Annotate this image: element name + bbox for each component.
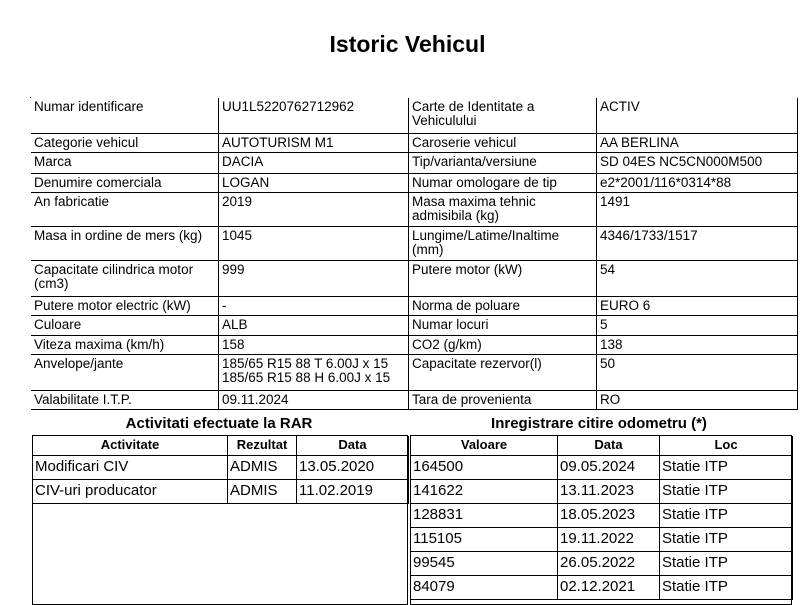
- spec-label-right: Putere motor (kW): [409, 261, 597, 297]
- spec-label-right: Tara de provenienta: [409, 391, 597, 410]
- spec-value-right: 5: [597, 316, 798, 336]
- spec-label-left: Categorie vehicul: [31, 134, 219, 153]
- spec-value-right: 54: [597, 261, 798, 297]
- spec-label-right: Norma de poluare: [409, 297, 597, 316]
- spec-label-left: Culoare: [31, 316, 219, 336]
- spec-value-left: -: [219, 297, 409, 316]
- spec-value-left: 185/65 R15 88 T 6.00J x 15 185/65 R15 88 H 6.00J x 15: [219, 355, 409, 391]
- rar-activities-table: [32, 435, 408, 605]
- spec-label-left: Valabilitate I.T.P.: [31, 391, 219, 410]
- spec-value-left: 09.11.2024: [219, 391, 409, 410]
- rar-header-data: Data: [297, 436, 409, 456]
- spec-label-right: Masa maxima tehnic admisibila (kg): [409, 193, 597, 227]
- rar-header-activitate: Activitate: [33, 436, 228, 456]
- spec-value-right: ACTIV: [597, 98, 798, 134]
- spec-label-right: Caroserie vehicul: [409, 134, 597, 153]
- odo-row-cell: Statie ITP: [660, 552, 793, 576]
- spec-label-left: Masa in ordine de mers (kg): [31, 227, 219, 261]
- odo-header-valoare: Valoare: [411, 436, 558, 456]
- spec-label-left: Denumire comerciala: [31, 174, 219, 193]
- rar-header-rezultat: Rezultat: [228, 436, 297, 456]
- spec-value-right: e2*2001/116*0314*88: [597, 174, 798, 193]
- spec-value-left: UU1L5220762712962: [219, 98, 409, 134]
- odo-row-cell: 13.11.2023: [558, 480, 660, 504]
- spec-value-right: RO: [597, 391, 798, 410]
- odo-row-cell: 02.12.2021: [558, 576, 660, 600]
- spec-label-left: Marca: [31, 153, 219, 174]
- odo-header-loc: Loc: [660, 436, 793, 456]
- spec-label-right: Tip/varianta/versiune: [409, 153, 597, 174]
- rar-row-cell: ADMIS: [228, 456, 297, 480]
- spec-value-left: 1045: [219, 227, 409, 261]
- spec-label-right: CO2 (g/km): [409, 336, 597, 355]
- spec-label-right: Carte de Identitate a Vehiculului: [409, 98, 597, 134]
- spec-value-right: 138: [597, 336, 798, 355]
- spec-value-right: EURO 6: [597, 297, 798, 316]
- spec-value-right: SD 04ES NC5CN000M500: [597, 153, 798, 174]
- spec-value-left: 999: [219, 261, 409, 297]
- spec-label-right: Lungime/Latime/Inaltime (mm): [409, 227, 597, 261]
- spec-value-left: 2019: [219, 193, 409, 227]
- rar-row-cell: 13.05.2020: [297, 456, 409, 480]
- odo-row-cell: Statie ITP: [660, 456, 793, 480]
- odo-row-cell: 141622: [411, 480, 558, 504]
- odometer-readings-table: [410, 435, 792, 605]
- odo-row-cell: Statie ITP: [660, 504, 793, 528]
- odo-row-cell: Statie ITP: [660, 480, 793, 504]
- odo-row-cell: 115105: [411, 528, 558, 552]
- spec-label-left: Putere motor electric (kW): [31, 297, 219, 316]
- odo-row-cell: 84079: [411, 576, 558, 600]
- spec-value-right: 50: [597, 355, 798, 391]
- odo-row-cell: 99545: [411, 552, 558, 576]
- odo-row-cell: 164500: [411, 456, 558, 480]
- spec-value-left: AUTOTURISM M1: [219, 134, 409, 153]
- odo-row-cell: 09.05.2024: [558, 456, 660, 480]
- spec-label-left: Capacitate cilindrica motor (cm3): [31, 261, 219, 297]
- odo-header-data: Data: [558, 436, 660, 456]
- spec-label-left: Viteza maxima (km/h): [31, 336, 219, 355]
- spec-label-right: Numar locuri: [409, 316, 597, 336]
- spec-value-left: 158: [219, 336, 409, 355]
- spec-value-right: AA BERLINA: [597, 134, 798, 153]
- spec-label-left: Numar identificare: [31, 98, 219, 134]
- spec-label-right: Capacitate rezervor(l): [409, 355, 597, 391]
- spec-value-left: ALB: [219, 316, 409, 336]
- odo-row-cell: 128831: [411, 504, 558, 528]
- spec-value-left: LOGAN: [219, 174, 409, 193]
- rar-row-cell: ADMIS: [228, 480, 297, 504]
- spec-label-left: An fabricatie: [31, 193, 219, 227]
- odo-row-cell: 18.05.2023: [558, 504, 660, 528]
- odo-row-cell: Statie ITP: [660, 528, 793, 552]
- odo-row-cell: 26.05.2022: [558, 552, 660, 576]
- rar-row-cell: CIV-uri producator: [33, 480, 228, 504]
- odo-row-cell: 19.11.2022: [558, 528, 660, 552]
- spec-value-right: 4346/1733/1517: [597, 227, 798, 261]
- page-title: Istoric Vehicul: [329, 31, 486, 57]
- vehicle-specs-table: [30, 97, 763, 407]
- odometer-readings-heading: Inregistrare citire odometru (*): [491, 415, 707, 432]
- spec-label-left: Anvelope/jante: [31, 355, 219, 391]
- rar-row-cell: Modificari CIV: [33, 456, 228, 480]
- rar-activities-heading: Activitati efectuate la RAR: [125, 415, 313, 432]
- rar-row-cell: 11.02.2019: [297, 480, 409, 504]
- spec-value-right: 1491: [597, 193, 798, 227]
- spec-label-right: Numar omologare de tip: [409, 174, 597, 193]
- odo-row-cell: Statie ITP: [660, 576, 793, 600]
- spec-value-left: DACIA: [219, 153, 409, 174]
